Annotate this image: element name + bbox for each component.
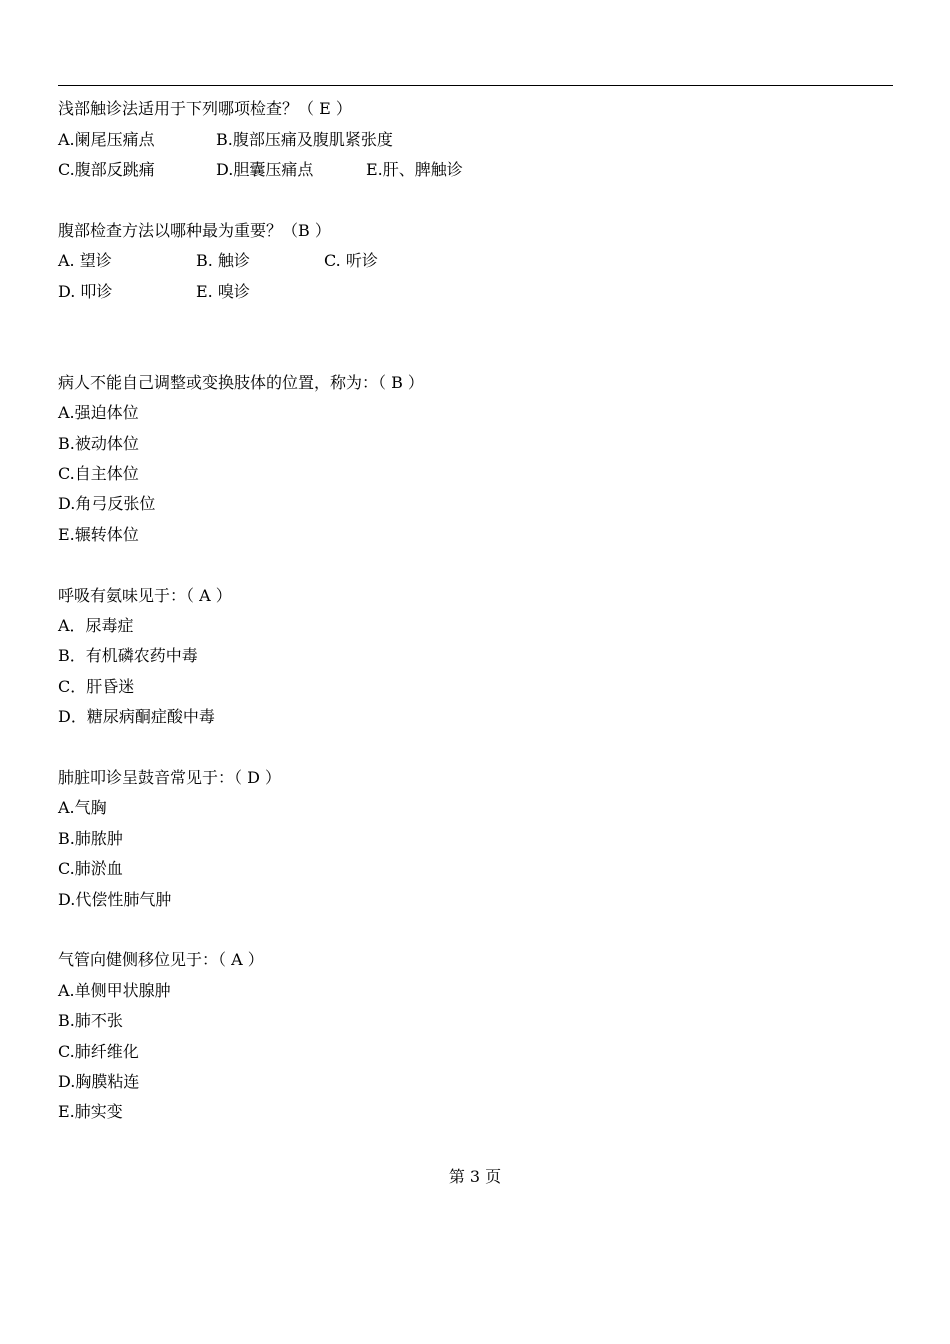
option-e: E.辗转体位 [58,525,139,544]
option-d: D.胆囊压痛点 [216,160,314,179]
option-e: E.肝、脾触诊 [366,160,463,179]
option-a: A.阑尾压痛点 [58,130,155,149]
option-d: D.胸膜粘连 [58,1072,140,1091]
question-2-stem: 腹部检查方法以哪种最为重要？（B ） [58,221,331,240]
option-c: C．肝昏迷 [58,677,135,696]
option-c: C.肺纤维化 [58,1042,139,1061]
option-b: B．有机磷农药中毒 [58,646,198,665]
question-1-stem: 浅部触诊法适用于下列哪项检查？（ E ） [58,99,352,118]
option-e: E. 嗅诊 [196,282,250,301]
option-c: C.肺淤血 [58,859,123,878]
option-d: D．糖尿病酮症酸中毒 [58,707,215,726]
option-b: B.肺不张 [58,1011,123,1030]
option-c: C. 听诊 [324,251,378,270]
question-5-stem: 肺脏叩诊呈鼓音常见于：（ D ） [58,768,282,787]
option-a: A.强迫体位 [58,403,139,422]
option-a: A.单侧甲状腺肿 [58,981,171,1000]
option-d: D.角弓反张位 [58,494,156,513]
option-d: D.代偿性肺气肿 [58,890,172,909]
option-b: B.肺脓肿 [58,829,123,848]
page-number: 第 3 页 [448,1167,502,1186]
option-a: A.气胸 [58,798,107,817]
question-3-stem: 病人不能自己调整或变换肢体的位置，称为：（ B ） [58,373,424,392]
question-6-stem: 气管向健侧移位见于：（ A ） [58,950,264,969]
option-a: A. 望诊 [58,251,112,270]
option-b: B.被动体位 [58,434,139,453]
option-a: A．尿毒症 [58,616,134,635]
option-c: C.腹部反跳痛 [58,160,155,179]
option-b: B.腹部压痛及腹肌紧张度 [216,130,393,149]
option-b: B. 触诊 [196,251,250,270]
option-e: E.肺实变 [58,1102,123,1121]
option-d: D. 叩诊 [58,282,113,301]
option-c: C.自主体位 [58,464,139,483]
question-4-stem: 呼吸有氨味见于：（ A ） [58,586,232,605]
header-rule [58,85,893,86]
